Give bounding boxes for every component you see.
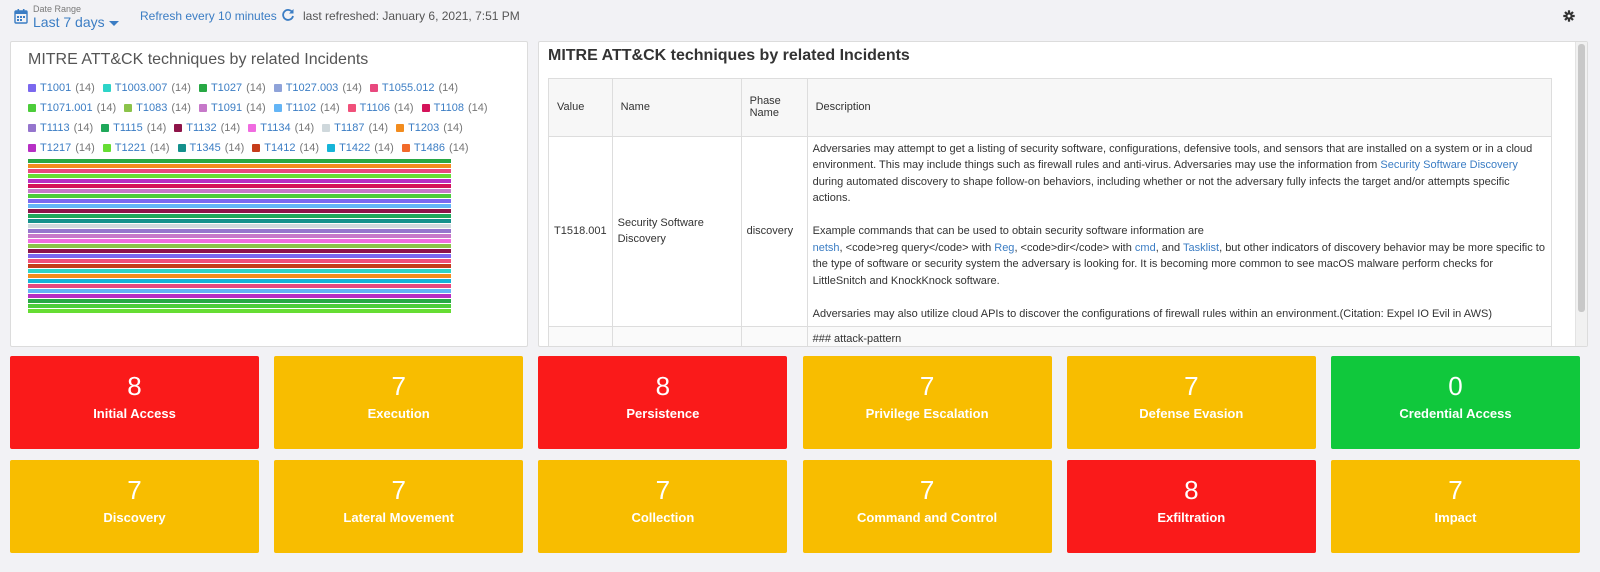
legend-item[interactable] xyxy=(103,82,191,94)
legend-item[interactable] xyxy=(28,122,93,134)
legend-swatch xyxy=(103,144,111,152)
bar-segment[interactable] xyxy=(28,294,451,298)
bar-segment[interactable] xyxy=(28,169,451,173)
legend-count: (14) xyxy=(75,142,95,154)
cell-description xyxy=(807,136,1552,327)
legend-count: (14) xyxy=(149,142,170,154)
legend-name[interactable]: T1412 xyxy=(264,142,296,154)
bar-segment[interactable] xyxy=(28,244,451,248)
legend-count: (14) xyxy=(246,82,266,94)
legend-item[interactable] xyxy=(402,142,469,154)
netsh-link[interactable]: netsh xyxy=(812,241,840,254)
tile-count: 7 xyxy=(391,371,406,401)
tactic-tile[interactable] xyxy=(10,356,259,449)
tile-label: Execution xyxy=(367,406,430,421)
top-bar xyxy=(0,0,1600,34)
legend-name[interactable]: T1108 xyxy=(433,102,464,114)
legend-count: (14) xyxy=(368,122,389,134)
legend-count: (14) xyxy=(320,102,340,114)
tactic-tile[interactable] xyxy=(1067,460,1316,553)
stacked-bar-chart xyxy=(28,159,451,314)
bar-segment[interactable] xyxy=(28,179,451,183)
legend-name[interactable]: T1134 xyxy=(260,122,291,134)
legend-name[interactable]: T1217 xyxy=(40,142,72,154)
cell-name: Security Software Discovery xyxy=(612,136,741,327)
legend-item[interactable] xyxy=(124,102,191,114)
bar-segment[interactable] xyxy=(28,174,451,178)
bar-segment[interactable] xyxy=(28,234,451,238)
legend-name[interactable]: T1115 xyxy=(113,122,143,134)
refresh-icon[interactable] xyxy=(281,8,295,22)
date-range-label: Date Range xyxy=(33,4,82,14)
legend-row xyxy=(28,138,528,158)
legend-name[interactable]: T1187 xyxy=(334,122,365,134)
bar-segment[interactable] xyxy=(28,309,451,313)
gear-icon[interactable] xyxy=(1563,10,1575,22)
legend-swatch xyxy=(322,124,330,132)
desc-text: during automated discovery to shape follow-on behaviors, including whether or not the adversary fully infects the target and/or attempts specific actions. xyxy=(812,175,1510,204)
tile-count: 8 xyxy=(127,371,142,401)
legend-item[interactable] xyxy=(199,82,266,94)
legend-item[interactable] xyxy=(370,82,458,94)
bar-segment[interactable] xyxy=(28,289,451,293)
tile-count: 7 xyxy=(1448,475,1463,505)
legend-name[interactable]: T1001 xyxy=(40,82,72,94)
bar-segment[interactable] xyxy=(28,279,451,283)
bar-segment[interactable] xyxy=(28,194,451,198)
legend-swatch xyxy=(101,124,109,132)
date-range-value: Last 7 days xyxy=(33,14,105,30)
tile-label: Lateral Movement xyxy=(343,510,454,525)
tactic-tile[interactable] xyxy=(1331,460,1580,553)
legend-count: (14) xyxy=(374,142,394,154)
bar-segment[interactable] xyxy=(28,199,451,203)
legend-item[interactable] xyxy=(348,102,414,114)
bar-segment[interactable] xyxy=(28,214,451,218)
tile-count: 8 xyxy=(1184,475,1199,505)
bar-segment[interactable] xyxy=(28,274,451,278)
tile-count: 0 xyxy=(1448,371,1463,401)
legend-count: (14) xyxy=(299,142,320,154)
column-header-description[interactable]: Description xyxy=(807,79,1552,136)
legend-name[interactable]: T1132 xyxy=(186,122,217,134)
table-scrollbar[interactable] xyxy=(1575,42,1587,347)
table-header-row xyxy=(549,79,1552,136)
legend-name[interactable]: T1221 xyxy=(114,142,146,154)
legend-swatch xyxy=(370,84,378,92)
legend-swatch xyxy=(28,84,36,92)
legend-count: (14) xyxy=(443,122,463,134)
tile-label: Exfiltration xyxy=(1157,510,1226,525)
legend-count: (14) xyxy=(394,102,414,114)
desc-text: Example commands that can be used to obtain security software information are xyxy=(812,225,1204,237)
bar-segment[interactable] xyxy=(28,284,451,288)
legend-count: (14) xyxy=(246,102,266,114)
column-header-phase-name[interactable]: Phase Name xyxy=(741,79,807,136)
last-refreshed-text: last refreshed: January 6, 2021, 7:51 PM xyxy=(303,9,520,23)
legend-item[interactable] xyxy=(199,102,266,114)
legend-swatch xyxy=(248,124,256,132)
column-header-value[interactable]: Value xyxy=(549,79,612,136)
caret-down-icon xyxy=(109,21,119,26)
desc-text: , but other indicators of discovery behavior may be more specific to the type of software or security system the adversary is looking for. It is becoming more common to see macOS malware perform checks for LittleSnitch and KnockKnock software. xyxy=(812,241,1545,287)
legend-swatch xyxy=(199,104,207,112)
table-title: MITRE ATT&CK techniques by related Incidents xyxy=(548,47,910,64)
tile-count: 7 xyxy=(919,475,935,505)
techniques-chart-panel xyxy=(10,41,528,347)
legend-name[interactable]: T1486 xyxy=(413,142,446,154)
bar-segment[interactable] xyxy=(28,259,451,263)
bar-segment[interactable] xyxy=(28,164,451,168)
calendar-icon[interactable] xyxy=(14,9,28,24)
bar-segment[interactable] xyxy=(28,224,451,228)
legend-swatch xyxy=(252,144,260,152)
cell-phase: discovery xyxy=(741,136,807,327)
tactic-tile[interactable] xyxy=(803,356,1052,449)
legend-item[interactable] xyxy=(422,102,488,114)
tile-label: Defense Evasion xyxy=(1139,406,1244,421)
tactic-tile[interactable] xyxy=(274,356,523,449)
legend-count: (14) xyxy=(73,122,94,134)
legend-item[interactable] xyxy=(248,122,314,134)
tile-count: 7 xyxy=(919,371,935,401)
bar-segment[interactable] xyxy=(28,264,451,268)
tactic-tile[interactable] xyxy=(1331,356,1580,449)
tile-label: Discovery xyxy=(103,510,166,525)
cell-description: ### attack-pattern xyxy=(807,327,1552,348)
legend-swatch xyxy=(174,124,182,132)
legend-row xyxy=(28,98,528,118)
date-range-dropdown[interactable] xyxy=(33,14,119,30)
legend-swatch xyxy=(28,124,36,132)
tile-label: Credential Access xyxy=(1399,406,1512,421)
bar-segment[interactable] xyxy=(28,204,451,208)
legend-swatch xyxy=(327,144,335,152)
legend-swatch xyxy=(28,144,36,152)
security-software-discovery-link[interactable]: Security Software Discovery xyxy=(1380,159,1518,171)
legend-name[interactable]: T1003.007 xyxy=(114,82,168,94)
legend-item[interactable] xyxy=(101,122,166,134)
legend-name[interactable]: T1203 xyxy=(408,122,440,134)
tactic-tile[interactable] xyxy=(538,460,787,553)
legend-item[interactable] xyxy=(174,122,240,134)
bar-segment[interactable] xyxy=(28,239,451,243)
column-header-name[interactable]: Name xyxy=(612,79,741,136)
legend-count: (14) xyxy=(342,82,362,94)
chart-title: MITRE ATT&CK techniques by related Incidents xyxy=(28,51,369,68)
legend-item[interactable] xyxy=(274,102,340,114)
legend-swatch xyxy=(199,84,207,92)
legend-item[interactable] xyxy=(252,142,319,154)
tactic-tile[interactable] xyxy=(803,460,1052,553)
legend-swatch xyxy=(28,104,36,112)
bar-segment[interactable] xyxy=(28,269,451,273)
legend-item[interactable] xyxy=(28,82,95,94)
legend-count: (14) xyxy=(171,102,191,114)
tile-label: Impact xyxy=(1434,510,1477,525)
bar-segment[interactable] xyxy=(28,254,451,258)
legend-count: (14) xyxy=(449,142,469,154)
tasklist-link[interactable]: Tasklist xyxy=(1183,241,1220,254)
chart-legend xyxy=(28,78,528,158)
reg-link[interactable]: Reg xyxy=(994,241,1015,254)
legend-item[interactable] xyxy=(103,142,170,154)
cell-name xyxy=(612,327,741,348)
tactic-tile[interactable] xyxy=(538,356,787,449)
refresh-interval-link[interactable]: Refresh every 10 minutes xyxy=(140,9,277,23)
desc-text: , <code>dir</code> with xyxy=(1014,241,1135,254)
tile-label: Initial Access xyxy=(93,406,176,421)
tile-count: 7 xyxy=(655,475,671,505)
legend-count: (14) xyxy=(467,102,488,114)
legend-swatch xyxy=(274,104,282,112)
legend-item[interactable] xyxy=(396,122,463,134)
legend-name[interactable]: T1055.012 xyxy=(381,82,435,94)
tile-label: Collection xyxy=(631,510,695,525)
desc-text: Adversaries may also utilize cloud APIs to discover the configurations of firewall rules within an environment.(Citation: Expel IO Evil in AWS) xyxy=(812,307,1493,320)
legend-name[interactable]: T1027 xyxy=(210,82,243,94)
cmd-link[interactable]: cmd xyxy=(1134,241,1156,254)
tactic-tile[interactable] xyxy=(274,460,523,553)
legend-item[interactable] xyxy=(28,142,95,154)
table-row xyxy=(549,136,1552,327)
legend-item[interactable] xyxy=(28,102,116,114)
bar-segment[interactable] xyxy=(28,229,451,233)
legend-count: (14) xyxy=(75,82,95,94)
bar-segment[interactable] xyxy=(28,299,451,303)
bar-segment[interactable] xyxy=(28,159,451,163)
legend-swatch xyxy=(348,104,356,112)
legend-swatch xyxy=(396,124,404,132)
desc-text: , and xyxy=(1155,241,1184,254)
legend-name[interactable]: T1083 xyxy=(136,102,168,114)
legend-count: (14) xyxy=(96,102,117,114)
techniques-table-panel xyxy=(538,41,1588,347)
legend-swatch xyxy=(178,144,186,152)
legend-swatch xyxy=(402,144,410,152)
tile-label: Command and Control xyxy=(857,510,998,525)
bar-segment[interactable] xyxy=(28,209,451,213)
tile-count: 8 xyxy=(655,371,671,401)
bar-segment[interactable] xyxy=(28,189,451,193)
bar-segment[interactable] xyxy=(28,304,451,308)
legend-item[interactable] xyxy=(178,142,245,154)
legend-swatch xyxy=(274,84,282,92)
legend-row xyxy=(28,118,528,138)
tile-label: Persistence xyxy=(626,406,700,421)
table-row xyxy=(549,327,1552,348)
desc-text: Adversaries may attempt to get a listing of security software, configurations, defensive tools, and sensors that are installed on a system or in a cloud environment. This may include things such as firewall rules and anti-virus. Adversaries may use the information from xyxy=(812,142,1533,171)
tile-label: Privilege Escalation xyxy=(865,406,989,421)
legend-name[interactable]: T1027.003 xyxy=(285,82,339,94)
cell-value: T1518.001 xyxy=(549,136,612,327)
legend-count: (14) xyxy=(224,142,245,154)
bar-segment[interactable] xyxy=(28,219,451,223)
legend-count: (14) xyxy=(171,82,191,94)
legend-name[interactable]: T1102 xyxy=(285,102,317,114)
tile-count: 7 xyxy=(1184,371,1199,401)
desc-text: , <code>reg query</code> with xyxy=(839,241,995,254)
legend-name[interactable]: T1422 xyxy=(339,142,371,154)
legend-item[interactable] xyxy=(327,142,394,154)
legend-name[interactable]: T1106 xyxy=(359,102,391,114)
legend-count: (14) xyxy=(220,122,241,134)
cell-phase xyxy=(741,327,807,348)
bar-segment[interactable] xyxy=(28,184,451,188)
scrollbar-thumb[interactable] xyxy=(1578,44,1585,312)
legend-item[interactable] xyxy=(274,82,362,94)
tile-count: 7 xyxy=(391,475,406,505)
legend-swatch xyxy=(124,104,132,112)
legend-swatch xyxy=(422,104,430,112)
legend-count: (14) xyxy=(438,82,459,94)
legend-name[interactable]: T1345 xyxy=(189,142,221,154)
tile-count: 7 xyxy=(127,475,142,505)
legend-name[interactable]: T1091 xyxy=(210,102,243,114)
cell-value xyxy=(549,327,612,348)
legend-count: (14) xyxy=(294,122,315,134)
tactic-tile[interactable] xyxy=(1067,356,1316,449)
legend-count: (14) xyxy=(146,122,167,134)
legend-name[interactable]: T1113 xyxy=(40,122,70,134)
legend-item[interactable] xyxy=(322,122,388,134)
bar-segment[interactable] xyxy=(28,249,451,253)
legend-swatch xyxy=(103,84,111,92)
legend-row xyxy=(28,78,528,98)
tactic-tile[interactable] xyxy=(10,460,259,553)
techniques-table xyxy=(548,78,1552,347)
legend-name[interactable]: T1071.001 xyxy=(40,102,93,114)
